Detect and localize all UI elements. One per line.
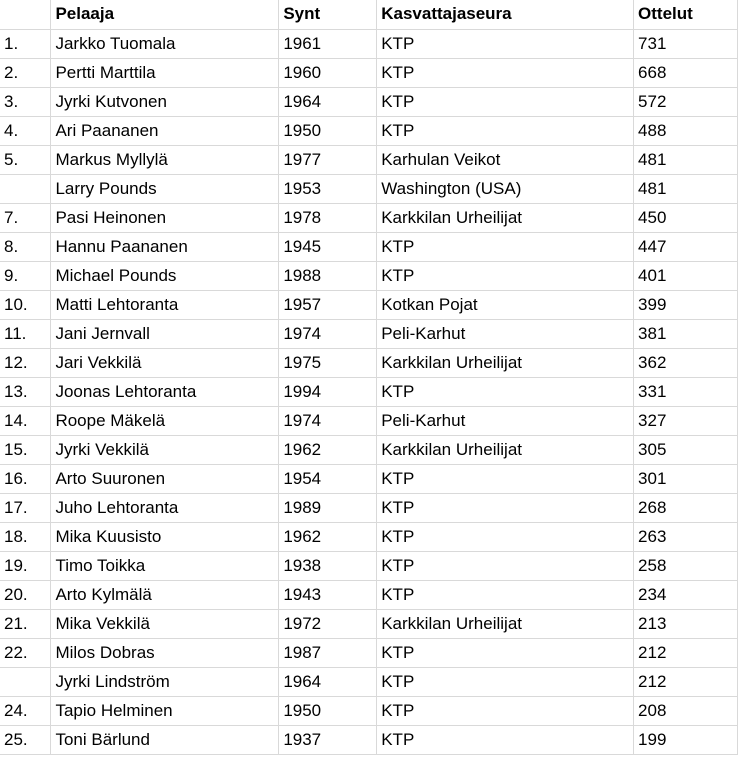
games-cell[interactable]: 199 bbox=[634, 725, 738, 754]
table-row bbox=[0, 58, 738, 87]
table-row bbox=[0, 116, 738, 145]
header-club[interactable]: Kasvattajaseura bbox=[377, 0, 634, 29]
rank-cell[interactable]: 10. bbox=[0, 290, 51, 319]
player-name-cell[interactable]: Hannu Paananen bbox=[51, 232, 279, 261]
club-cell[interactable]: KTP bbox=[377, 522, 634, 551]
birth-year-cell[interactable]: 1950 bbox=[279, 116, 377, 145]
club-cell[interactable]: KTP bbox=[377, 493, 634, 522]
birth-year-cell[interactable]: 1975 bbox=[279, 348, 377, 377]
games-cell[interactable]: 234 bbox=[634, 580, 738, 609]
rank-cell[interactable]: 20. bbox=[0, 580, 51, 609]
header-player[interactable]: Pelaaja bbox=[51, 0, 279, 29]
birth-year-cell[interactable]: 1960 bbox=[279, 58, 377, 87]
club-cell[interactable]: KTP bbox=[377, 696, 634, 725]
rank-cell[interactable]: 12. bbox=[0, 348, 51, 377]
birth-year-cell[interactable]: 1957 bbox=[279, 290, 377, 319]
player-name-cell[interactable]: Jyrki Kutvonen bbox=[51, 87, 279, 116]
table-row bbox=[0, 638, 738, 667]
birth-year-cell[interactable]: 1950 bbox=[279, 696, 377, 725]
club-cell[interactable]: Peli-Karhut bbox=[377, 406, 634, 435]
games-cell[interactable]: 301 bbox=[634, 464, 738, 493]
birth-year-cell[interactable]: 1972 bbox=[279, 609, 377, 638]
club-cell[interactable]: Peli-Karhut bbox=[377, 319, 634, 348]
club-cell[interactable]: KTP bbox=[377, 638, 634, 667]
rank-cell[interactable]: 24. bbox=[0, 696, 51, 725]
birth-year-cell[interactable]: 1937 bbox=[279, 725, 377, 754]
birth-year-cell[interactable]: 1994 bbox=[279, 377, 377, 406]
rank-cell[interactable]: 15. bbox=[0, 435, 51, 464]
table-row bbox=[0, 145, 738, 174]
rank-cell[interactable]: 11. bbox=[0, 319, 51, 348]
player-name-cell[interactable]: Milos Dobras bbox=[51, 638, 279, 667]
rank-cell[interactable] bbox=[0, 667, 51, 696]
club-cell[interactable]: KTP bbox=[377, 725, 634, 754]
club-cell[interactable]: KTP bbox=[377, 667, 634, 696]
player-name-cell[interactable]: Tapio Helminen bbox=[51, 696, 279, 725]
player-name-cell[interactable]: Jari Vekkilä bbox=[51, 348, 279, 377]
table-row bbox=[0, 406, 738, 435]
table-row bbox=[0, 348, 738, 377]
rank-cell[interactable]: 25. bbox=[0, 725, 51, 754]
player-name-cell[interactable]: Pertti Marttila bbox=[51, 58, 279, 87]
header-birth-year[interactable]: Synt bbox=[279, 0, 377, 29]
table-row bbox=[0, 493, 738, 522]
club-cell[interactable]: Karkkilan Urheilijat bbox=[377, 435, 634, 464]
club-cell[interactable]: Karhulan Veikot bbox=[377, 145, 634, 174]
birth-year-cell[interactable]: 1964 bbox=[279, 87, 377, 116]
table-row bbox=[0, 261, 738, 290]
games-cell[interactable]: 213 bbox=[634, 609, 738, 638]
rank-cell[interactable]: 7. bbox=[0, 203, 51, 232]
games-cell[interactable]: 572 bbox=[634, 87, 738, 116]
games-cell[interactable]: 331 bbox=[634, 377, 738, 406]
header-games[interactable]: Ottelut bbox=[634, 0, 738, 29]
table-row bbox=[0, 29, 738, 58]
games-cell[interactable]: 327 bbox=[634, 406, 738, 435]
rank-cell[interactable]: 9. bbox=[0, 261, 51, 290]
rank-cell[interactable]: 19. bbox=[0, 551, 51, 580]
games-cell[interactable]: 212 bbox=[634, 638, 738, 667]
club-cell[interactable]: KTP bbox=[377, 377, 634, 406]
rank-cell[interactable]: 18. bbox=[0, 522, 51, 551]
games-cell[interactable]: 362 bbox=[634, 348, 738, 377]
player-name-cell[interactable]: Roope Mäkelä bbox=[51, 406, 279, 435]
games-cell[interactable]: 488 bbox=[634, 116, 738, 145]
player-name-cell[interactable]: Toni Bärlund bbox=[51, 725, 279, 754]
games-cell[interactable]: 381 bbox=[634, 319, 738, 348]
table-row bbox=[0, 696, 738, 725]
games-cell[interactable]: 447 bbox=[634, 232, 738, 261]
rank-cell[interactable]: 1. bbox=[0, 29, 51, 58]
club-cell[interactable]: Karkkilan Urheilijat bbox=[377, 203, 634, 232]
rank-cell[interactable]: 21. bbox=[0, 609, 51, 638]
table-row bbox=[0, 377, 738, 406]
rank-cell[interactable]: 17. bbox=[0, 493, 51, 522]
games-cell[interactable]: 481 bbox=[634, 174, 738, 203]
birth-year-cell[interactable]: 1988 bbox=[279, 261, 377, 290]
rank-cell[interactable] bbox=[0, 174, 51, 203]
table-row bbox=[0, 522, 738, 551]
player-name-cell[interactable]: Matti Lehtoranta bbox=[51, 290, 279, 319]
table-row bbox=[0, 667, 738, 696]
games-cell[interactable]: 668 bbox=[634, 58, 738, 87]
birth-year-cell[interactable]: 1978 bbox=[279, 203, 377, 232]
player-name-cell[interactable]: Michael Pounds bbox=[51, 261, 279, 290]
games-cell[interactable]: 401 bbox=[634, 261, 738, 290]
games-cell[interactable]: 208 bbox=[634, 696, 738, 725]
player-name-cell[interactable]: Arto Suuronen bbox=[51, 464, 279, 493]
player-name-cell[interactable]: Larry Pounds bbox=[51, 174, 279, 203]
games-cell[interactable]: 212 bbox=[634, 667, 738, 696]
club-cell[interactable]: KTP bbox=[377, 116, 634, 145]
rank-cell[interactable]: 2. bbox=[0, 58, 51, 87]
rank-cell[interactable]: 5. bbox=[0, 145, 51, 174]
rank-cell[interactable]: 13. bbox=[0, 377, 51, 406]
table-row bbox=[0, 290, 738, 319]
rank-cell[interactable]: 16. bbox=[0, 464, 51, 493]
birth-year-cell[interactable]: 1964 bbox=[279, 667, 377, 696]
games-cell[interactable]: 263 bbox=[634, 522, 738, 551]
table-row bbox=[0, 464, 738, 493]
club-cell[interactable]: KTP bbox=[377, 232, 634, 261]
birth-year-cell[interactable]: 1987 bbox=[279, 638, 377, 667]
club-cell[interactable]: KTP bbox=[377, 87, 634, 116]
club-cell[interactable]: KTP bbox=[377, 29, 634, 58]
club-cell[interactable]: Karkkilan Urheilijat bbox=[377, 609, 634, 638]
birth-year-cell[interactable]: 1977 bbox=[279, 145, 377, 174]
table-row bbox=[0, 319, 738, 348]
player-name-cell[interactable]: Pasi Heinonen bbox=[51, 203, 279, 232]
table-row bbox=[0, 435, 738, 464]
games-cell[interactable]: 731 bbox=[634, 29, 738, 58]
birth-year-cell[interactable]: 1974 bbox=[279, 406, 377, 435]
header-row bbox=[0, 0, 738, 29]
birth-year-cell[interactable]: 1961 bbox=[279, 29, 377, 58]
birth-year-cell[interactable]: 1953 bbox=[279, 174, 377, 203]
player-name-cell[interactable]: Markus Myllylä bbox=[51, 145, 279, 174]
games-cell[interactable]: 481 bbox=[634, 145, 738, 174]
club-cell[interactable]: KTP bbox=[377, 464, 634, 493]
table-row bbox=[0, 203, 738, 232]
club-cell[interactable]: KTP bbox=[377, 551, 634, 580]
rank-cell[interactable]: 22. bbox=[0, 638, 51, 667]
player-name-cell[interactable]: Mika Vekkilä bbox=[51, 609, 279, 638]
player-name-cell[interactable]: Joonas Lehtoranta bbox=[51, 377, 279, 406]
rank-cell[interactable]: 8. bbox=[0, 232, 51, 261]
games-cell[interactable]: 258 bbox=[634, 551, 738, 580]
games-cell[interactable]: 268 bbox=[634, 493, 738, 522]
player-name-cell[interactable]: Juho Lehtoranta bbox=[51, 493, 279, 522]
table-row bbox=[0, 232, 738, 261]
games-cell[interactable]: 399 bbox=[634, 290, 738, 319]
club-cell[interactable]: KTP bbox=[377, 580, 634, 609]
player-name-cell[interactable]: Arto Kylmälä bbox=[51, 580, 279, 609]
games-cell[interactable]: 450 bbox=[634, 203, 738, 232]
player-name-cell[interactable]: Jyrki Lindström bbox=[51, 667, 279, 696]
table-row bbox=[0, 609, 738, 638]
table-row bbox=[0, 725, 738, 754]
birth-year-cell[interactable]: 1954 bbox=[279, 464, 377, 493]
player-name-cell[interactable]: Jarkko Tuomala bbox=[51, 29, 279, 58]
table-row bbox=[0, 87, 738, 116]
club-cell[interactable]: KTP bbox=[377, 58, 634, 87]
player-name-cell[interactable]: Jani Jernvall bbox=[51, 319, 279, 348]
club-cell[interactable]: Karkkilan Urheilijat bbox=[377, 348, 634, 377]
birth-year-cell[interactable]: 1943 bbox=[279, 580, 377, 609]
birth-year-cell[interactable]: 1962 bbox=[279, 435, 377, 464]
table-row bbox=[0, 174, 738, 203]
rank-cell[interactable]: 3. bbox=[0, 87, 51, 116]
table-body bbox=[0, 29, 738, 754]
club-cell[interactable]: Kotkan Pojat bbox=[377, 290, 634, 319]
table-row bbox=[0, 580, 738, 609]
club-cell[interactable]: KTP bbox=[377, 261, 634, 290]
player-name-cell[interactable]: Jyrki Vekkilä bbox=[51, 435, 279, 464]
player-name-cell[interactable]: Timo Toikka bbox=[51, 551, 279, 580]
birth-year-cell[interactable]: 1962 bbox=[279, 522, 377, 551]
club-cell[interactable]: Washington (USA) bbox=[377, 174, 634, 203]
table-row bbox=[0, 551, 738, 580]
birth-year-cell[interactable]: 1938 bbox=[279, 551, 377, 580]
rank-cell[interactable]: 14. bbox=[0, 406, 51, 435]
rank-cell[interactable]: 4. bbox=[0, 116, 51, 145]
games-cell[interactable]: 305 bbox=[634, 435, 738, 464]
birth-year-cell[interactable]: 1989 bbox=[279, 493, 377, 522]
birth-year-cell[interactable]: 1974 bbox=[279, 319, 377, 348]
player-name-cell[interactable]: Mika Kuusisto bbox=[51, 522, 279, 551]
header-rank[interactable] bbox=[0, 0, 51, 29]
birth-year-cell[interactable]: 1945 bbox=[279, 232, 377, 261]
player-name-cell[interactable]: Ari Paananen bbox=[51, 116, 279, 145]
